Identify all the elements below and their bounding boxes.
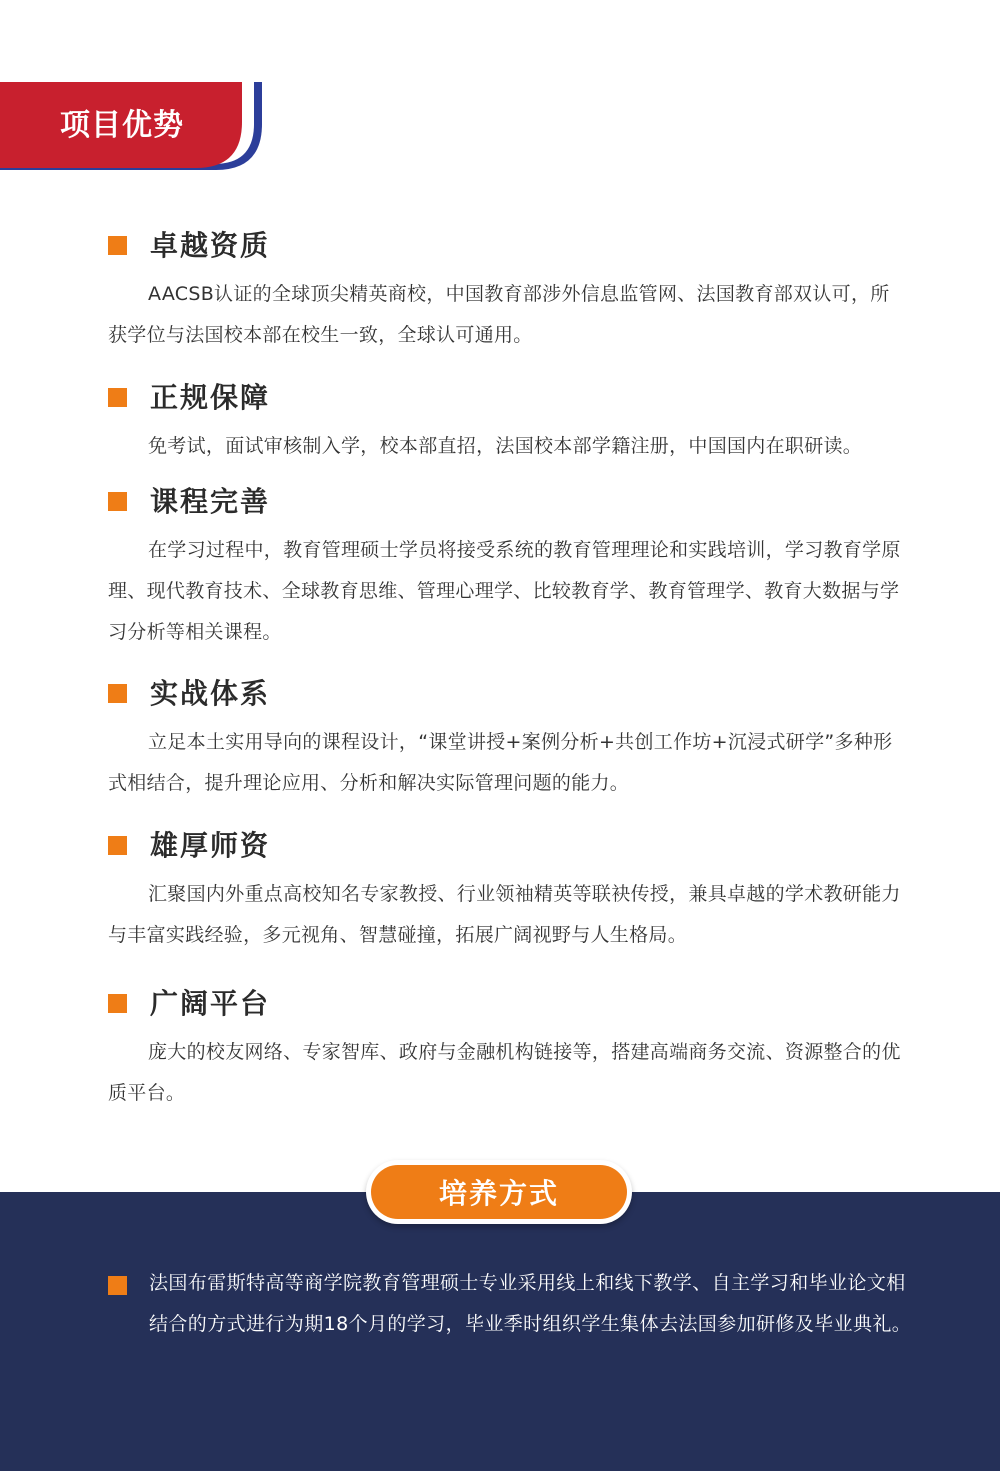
page-title: 项目优势 [60,108,184,143]
section-title: 雄厚师资 [150,829,271,862]
bullet-square-icon [108,236,127,255]
section-body: 在学习过程中，教育管理硕士学员将接受系统的教育管理理论和实践培训，学习教育学原理、现代教育技术、全球教育思维、管理心理学、比较教育学、教育管理学、教育大数据与学习分析等相关课程。 [108,539,901,643]
bullet-square-icon [108,836,127,855]
section-body: 汇聚国内外重点高校知名专家教授、行业领袖精英等联袂传授，兼具卓越的学术教研能力与丰富实践经验，多元视角、智慧碰撞，拓展广阔视野与人生格局。 [108,883,901,946]
section-platform [108,984,908,1114]
section-body: 立足本土实用导向的课程设计，“课堂讲授+案例分析+共创工作坊+沉浸式研学”多种形式相结合，提升理论应用、分析和解决实际管理问题的能力。 [108,731,893,794]
bullet-square-icon [108,1276,127,1295]
bullet-square-icon [108,994,127,1013]
section-title: 课程完善 [150,485,271,518]
section-title: 广阔平台 [150,987,271,1020]
section-body: AACSB认证的全球顶尖精英商校，中国教育部涉外信息监管网、法国教育部双认可，所获学位与法国校本部在校生一致，全球认可通用。 [108,283,890,346]
section-quality [108,226,908,356]
training-title: 培养方式 [438,1177,559,1210]
section-title: 卓越资质 [150,229,271,262]
section-title: 实战体系 [150,677,271,710]
section-body: 免考试，面试审核制入学，校本部直招，法国校本部学籍注册，中国国内在职研读。 [148,435,863,457]
training-title-pill [366,1160,632,1224]
bullet-square-icon [108,684,127,703]
section-curriculum [108,482,908,653]
section-title: 正规保障 [150,381,271,414]
bullet-square-icon [108,388,127,407]
training-body: 法国布雷斯特高等商学院教育管理硕士专业采用线上和线下教学、自主学习和毕业论文相结合的方式进行为期18个月的学习，毕业季时组织学生集体去法国参加研修及毕业典礼。 [149,1272,912,1335]
section-header-tab [0,82,275,172]
section-body: 庞大的校友网络、专家智库、政府与金融机构链接等，搭建高端商务交流、资源整合的优质平台。 [108,1041,901,1104]
section-guarantee [108,378,908,467]
bullet-square-icon [108,492,127,511]
section-practice [108,674,908,804]
section-faculty [108,826,908,956]
